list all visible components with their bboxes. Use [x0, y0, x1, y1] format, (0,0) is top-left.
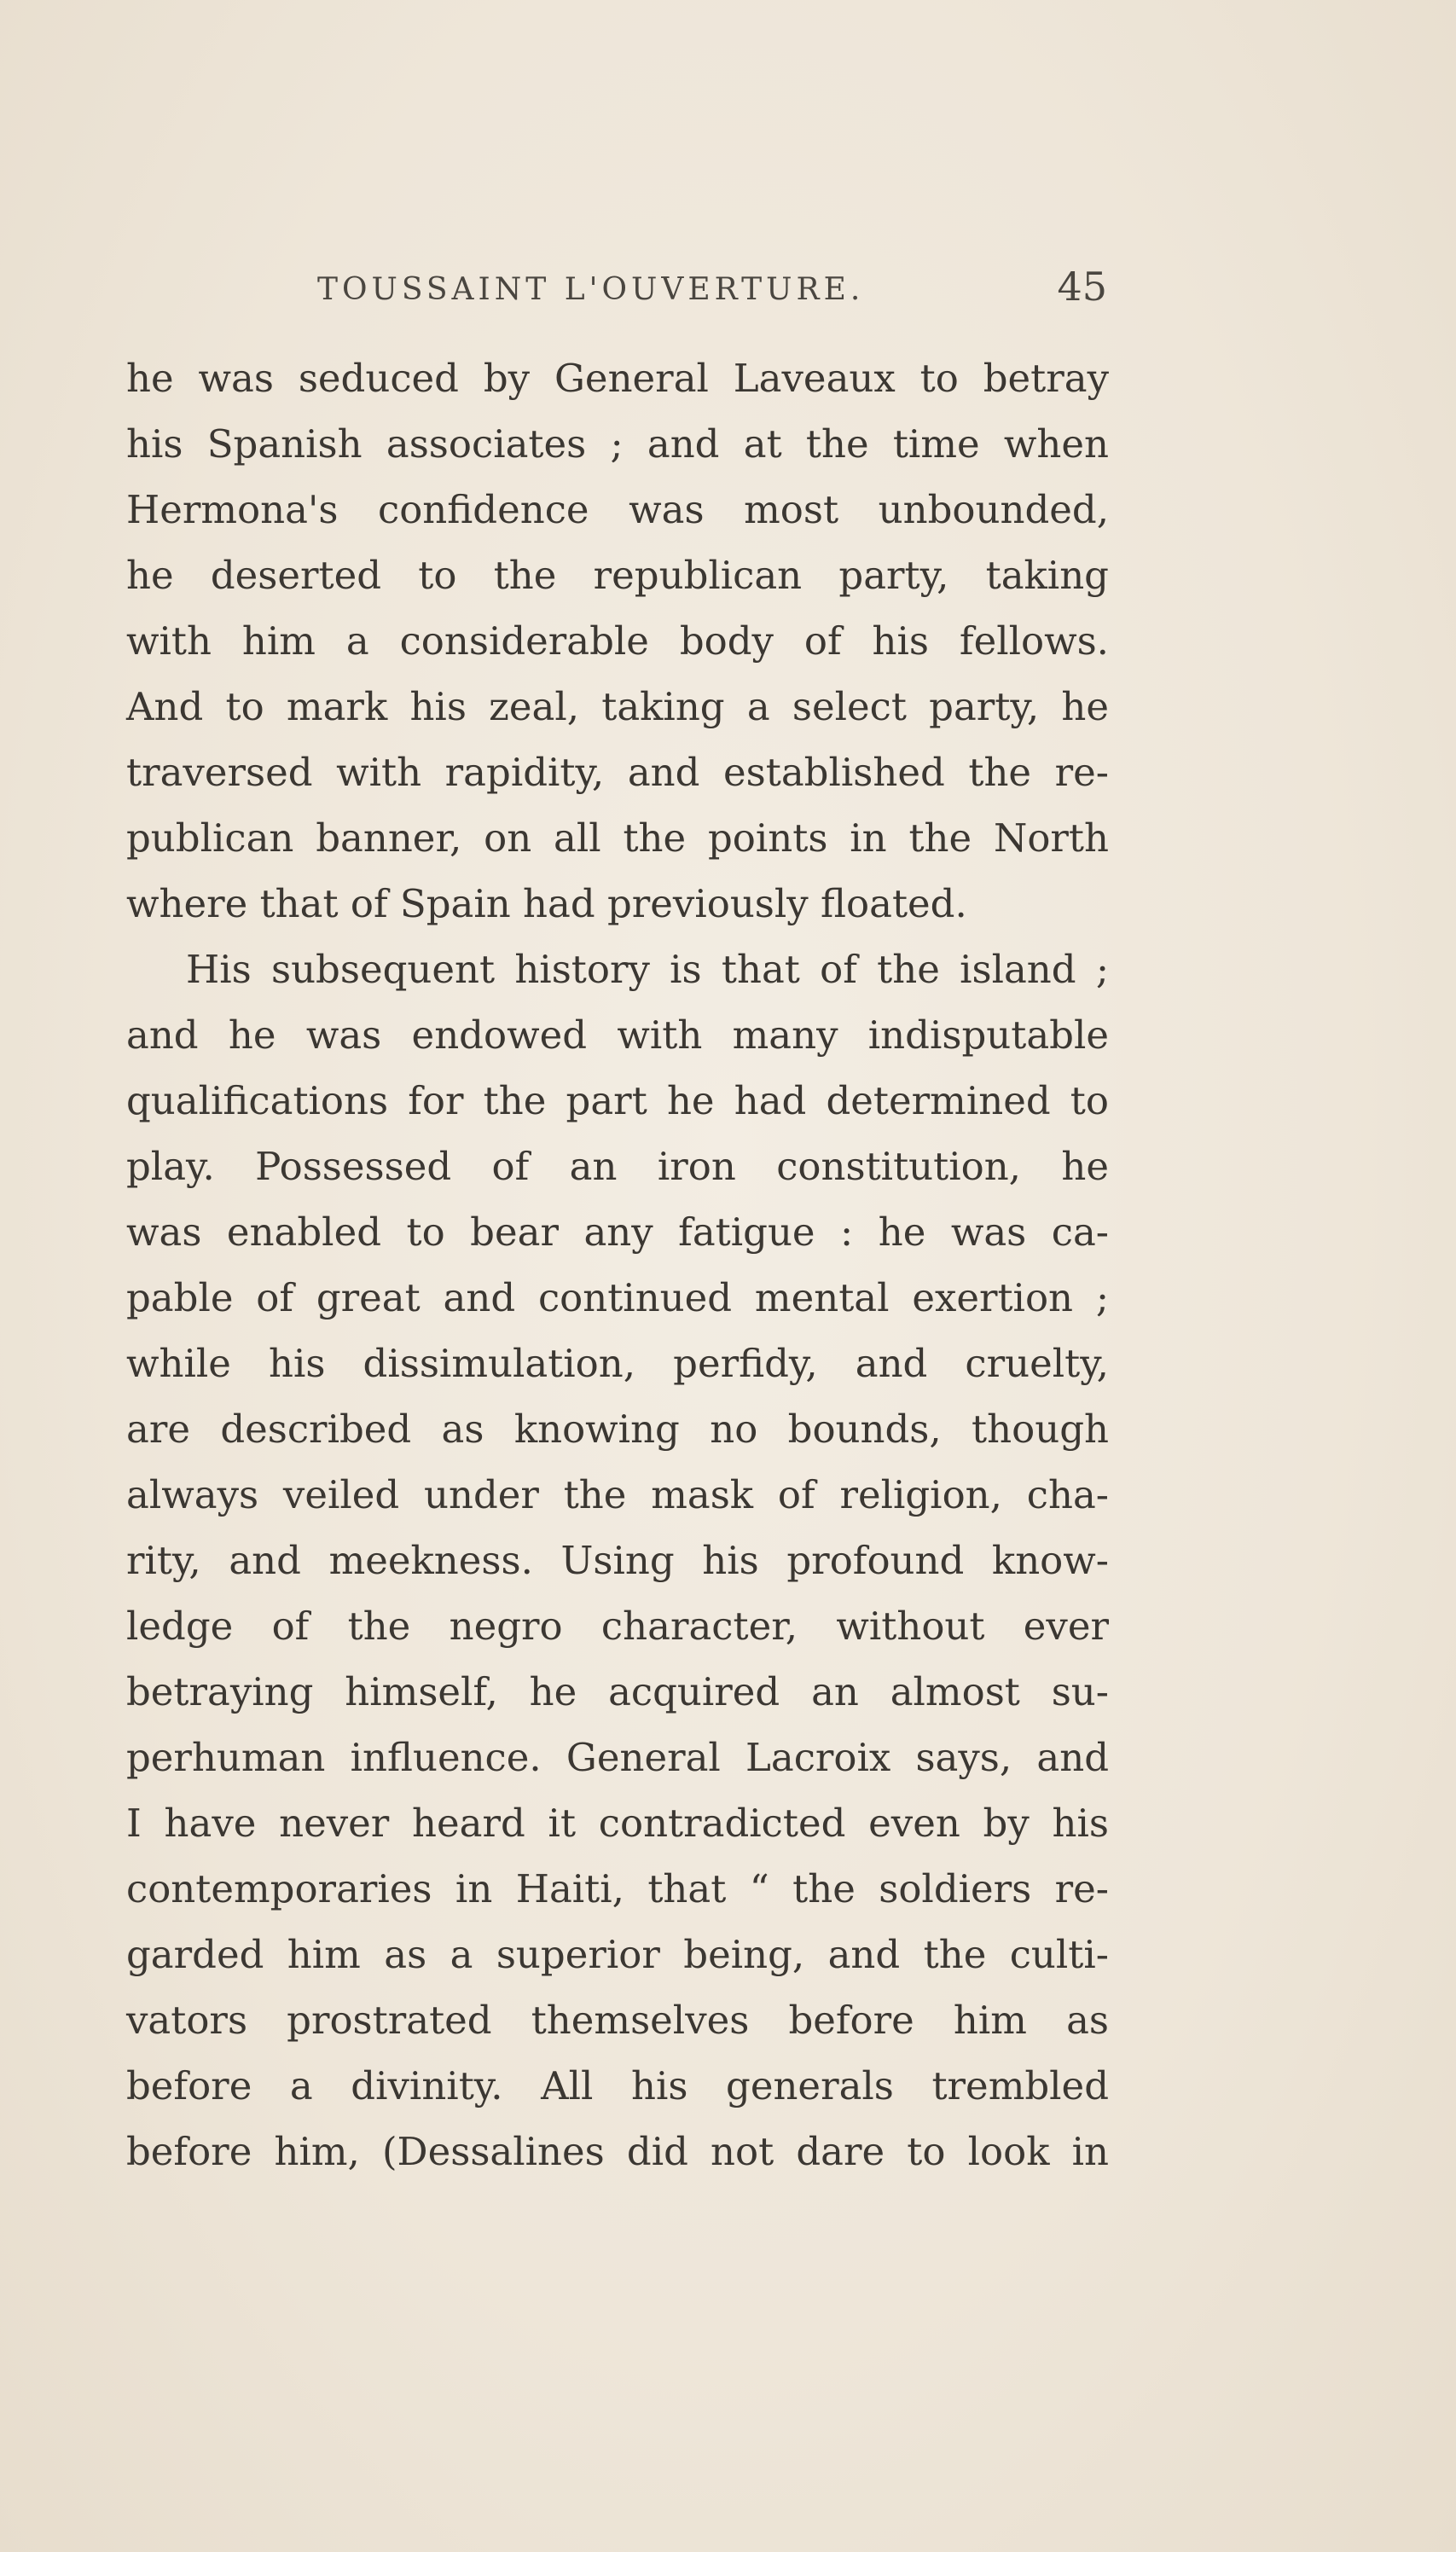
page-header	[126, 260, 1107, 320]
text-line: betraying himself, he acquired an almost su-	[126, 1669, 1109, 1714]
text-line: he was seduced by General Laveaux to betray	[126, 356, 1109, 401]
text-line: pable of great and continued mental exertion ;	[126, 1275, 1109, 1320]
text-line: while his dissimulation, perfidy, and cruelty,	[126, 1341, 1109, 1386]
text-line: His subsequent history is that of the island ;	[186, 947, 1109, 992]
text-line: was enabled to bear any fatigue : he was ca-	[126, 1209, 1109, 1255]
text-line: rity, and meekness. Using his profound know-	[126, 1538, 1109, 1583]
text-line: And to mark his zeal, taking a select party, he	[126, 684, 1109, 729]
text-line: before him, (Dessalines did not dare to look in	[126, 2129, 1109, 2174]
text-line: where that of Spain had previously floated.	[126, 881, 967, 926]
page-number: 45	[1057, 264, 1107, 310]
text-line: ledge of the negro character, without ever	[126, 1604, 1109, 1649]
text-line: and he was endowed with many indisputable	[126, 1012, 1109, 1058]
text-line: perhuman influence. General Lacroix says, and	[126, 1735, 1109, 1780]
body-text	[126, 345, 1109, 2184]
text-line: Hermona's confidence was most unbounded,	[126, 487, 1109, 532]
text-line: traversed with rapidity, and established the re-	[126, 750, 1109, 795]
text-line: garded him as a superior being, and the culti-	[126, 1932, 1109, 1977]
text-line: play. Possessed of an iron constitution, he	[126, 1144, 1109, 1189]
running-title: TOUSSAINT L'OUVERTURE.	[317, 272, 865, 307]
text-line: contemporaries in Haiti, that “ the soldiers re-	[126, 1866, 1109, 1911]
text-line: he deserted to the republican party, taking	[126, 553, 1109, 598]
text-line: vators prostrated themselves before him as	[126, 1998, 1109, 2043]
text-line: with him a considerable body of his fellows.	[126, 618, 1109, 664]
text-line: publican banner, on all the points in the North	[126, 815, 1109, 861]
text-line: before a divinity. All his generals trembled	[126, 2063, 1109, 2108]
text-line: qualifications for the part he had determined to	[126, 1078, 1109, 1123]
text-line: his Spanish associates ; and at the time when	[126, 421, 1109, 467]
text-line: I have never heard it contradicted even by his	[126, 1801, 1109, 1846]
text-line: always veiled under the mask of religion, cha-	[126, 1472, 1109, 1517]
text-line: are described as knowing no bounds, though	[126, 1406, 1109, 1452]
